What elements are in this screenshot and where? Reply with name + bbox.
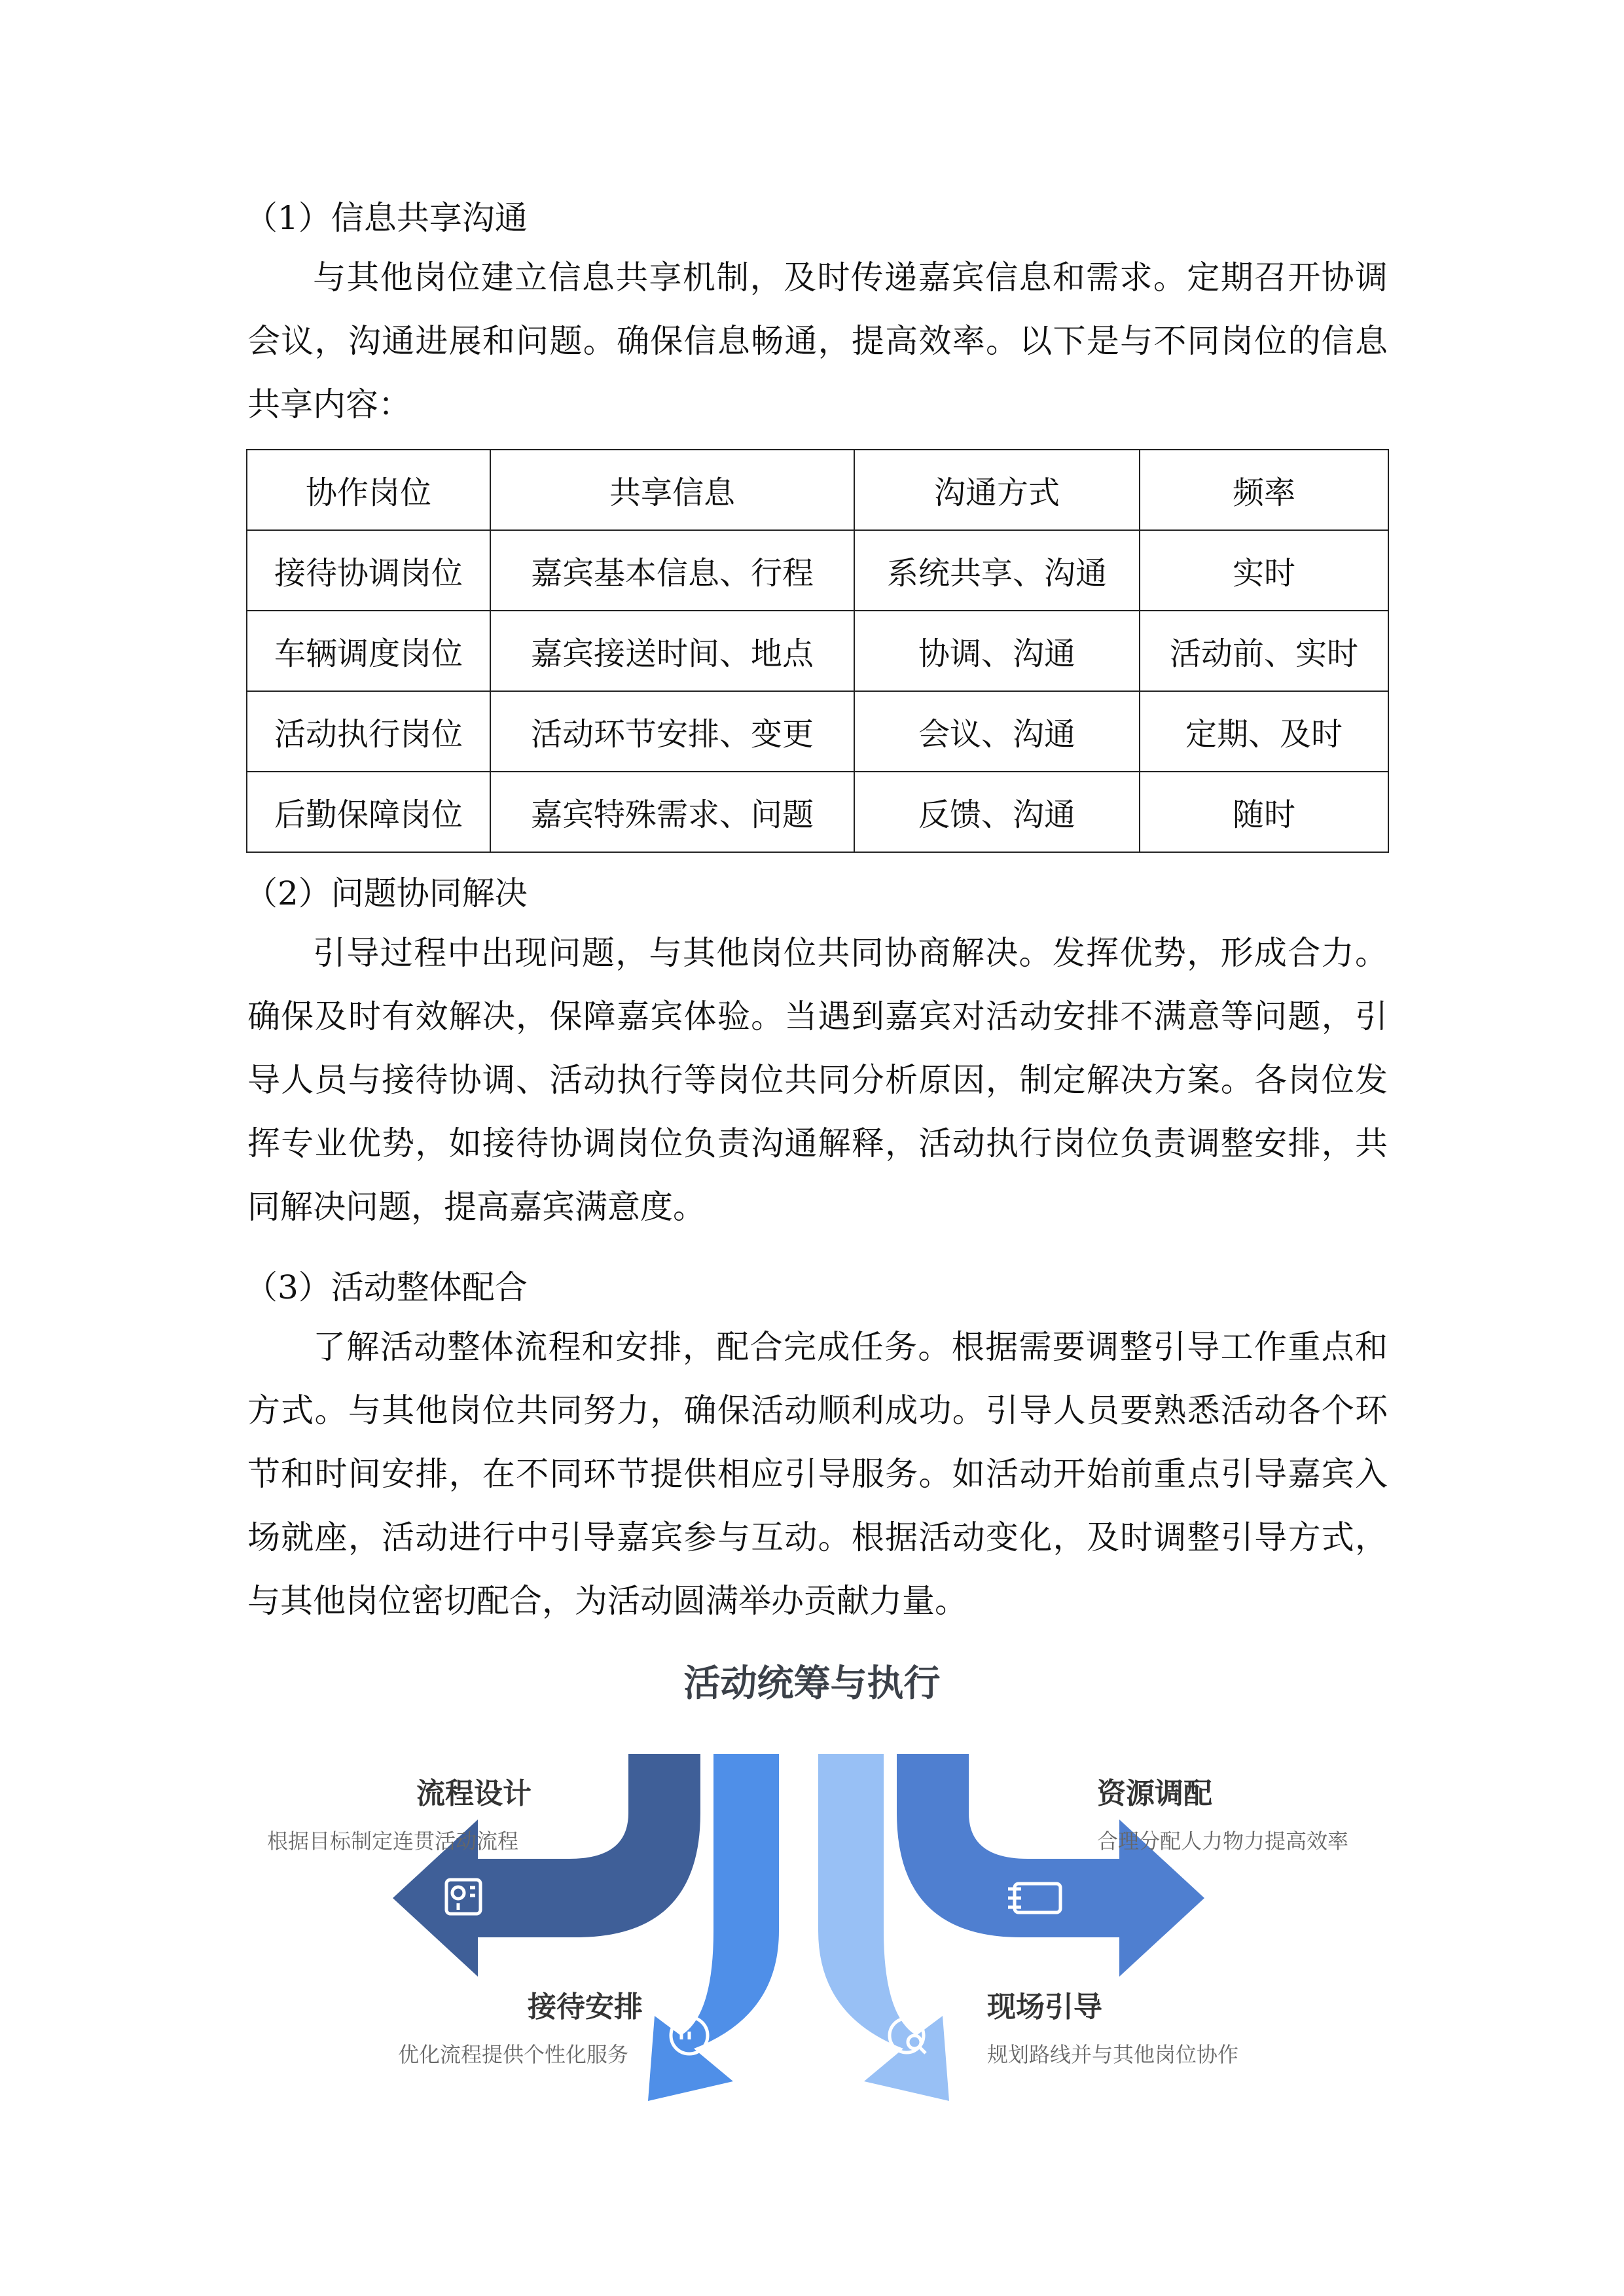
- table-cell: 后勤保障岗位: [247, 772, 490, 852]
- section3-paragraph: 了解活动整体流程和安排，配合完成任务。根据需要调整引导工作重点和方式。与其他岗位共同努力，确保活动顺利成功。引导人员要熟悉活动各个环节和时间安排，在不同环节提供相应引导服务。如活动开始前重点引导嘉宾入场就座，活动进行中引导嘉宾参与互动。根据活动变化，及时调整引导方式，与其他岗位密切配合，为活动圆满举办贡献力量。: [247, 1328, 1388, 1620]
- table-cell: 反馈、沟通: [854, 772, 1140, 852]
- table-cell: 活动环节安排、变更: [490, 691, 854, 772]
- table-cell: 嘉宾基本信息、行程: [490, 530, 854, 611]
- table-cell: 活动执行岗位: [247, 691, 490, 772]
- section3-heading: （3）活动整体配合: [245, 1268, 528, 1306]
- onsite-guide-label: 现场引导: [987, 1990, 1102, 2024]
- table-header-cell: 协作岗位: [247, 450, 490, 530]
- section2-heading: （2）问题协同解决: [245, 874, 528, 912]
- table-row: [247, 611, 1388, 691]
- table-cell: 协调、沟通: [854, 611, 1140, 691]
- resource-desc: 合理分配人力物力提高效率: [1097, 1829, 1349, 1854]
- table-cell: 系统共享、沟通: [854, 530, 1140, 611]
- table-cell: 嘉宾接送时间、地点: [490, 611, 854, 691]
- flow-design-label: 流程设计: [416, 1777, 532, 1810]
- table-cell: 实时: [1140, 530, 1388, 611]
- table-cell: 嘉宾特殊需求、问题: [490, 772, 854, 852]
- reception-label: 接待安排: [528, 1990, 643, 2024]
- table-cell: 车辆调度岗位: [247, 611, 490, 691]
- table-row: [247, 530, 1388, 611]
- table-header-row: [247, 450, 1388, 530]
- table-cell: 会议、沟通: [854, 691, 1140, 772]
- share-table: [246, 449, 1389, 853]
- table-header-cell: 共享信息: [490, 450, 854, 530]
- section2-paragraph: 引导过程中出现问题，与其他岗位共同协商解决。发挥优势，形成合力。确保及时有效解决，保障嘉宾体验。当遇到嘉宾对活动安排不满意等问题，引导人员与接待协调、活动执行等岗位共同分析原因，制定解决方案。各岗位发挥专业优势，如接待协调岗位负责沟通解释，活动执行岗位负责调整安排，共同解决问题，提高嘉宾满意度。: [247, 934, 1388, 1226]
- reception-desc: 优化流程提供个性化服务: [398, 2042, 629, 2067]
- table-cell: 活动前、实时: [1140, 611, 1388, 691]
- table-cell: 随时: [1140, 772, 1388, 852]
- diagram-title: 活动统筹与执行: [683, 1662, 941, 1705]
- flow-design-desc: 根据目标制定连贯活动流程: [267, 1829, 519, 1854]
- resource-label: 资源调配: [1097, 1777, 1212, 1810]
- table-cell: 接待协调岗位: [247, 530, 490, 611]
- table-row: [247, 691, 1388, 772]
- table-cell: 定期、及时: [1140, 691, 1388, 772]
- table-header-cell: 频率: [1140, 450, 1388, 530]
- section1-heading: （1）信息共享沟通: [245, 199, 528, 237]
- table-header-cell: 沟通方式: [854, 450, 1140, 530]
- section1-paragraph: 与其他岗位建立信息共享机制，及时传递嘉宾信息和需求。定期召开协调会议，沟通进展和问题。确保信息畅通，提高效率。以下是与不同岗位的信息共享内容：: [247, 259, 1388, 423]
- table-row: [247, 772, 1388, 852]
- onsite-guide-desc: 规划路线并与其他岗位协作: [987, 2042, 1239, 2067]
